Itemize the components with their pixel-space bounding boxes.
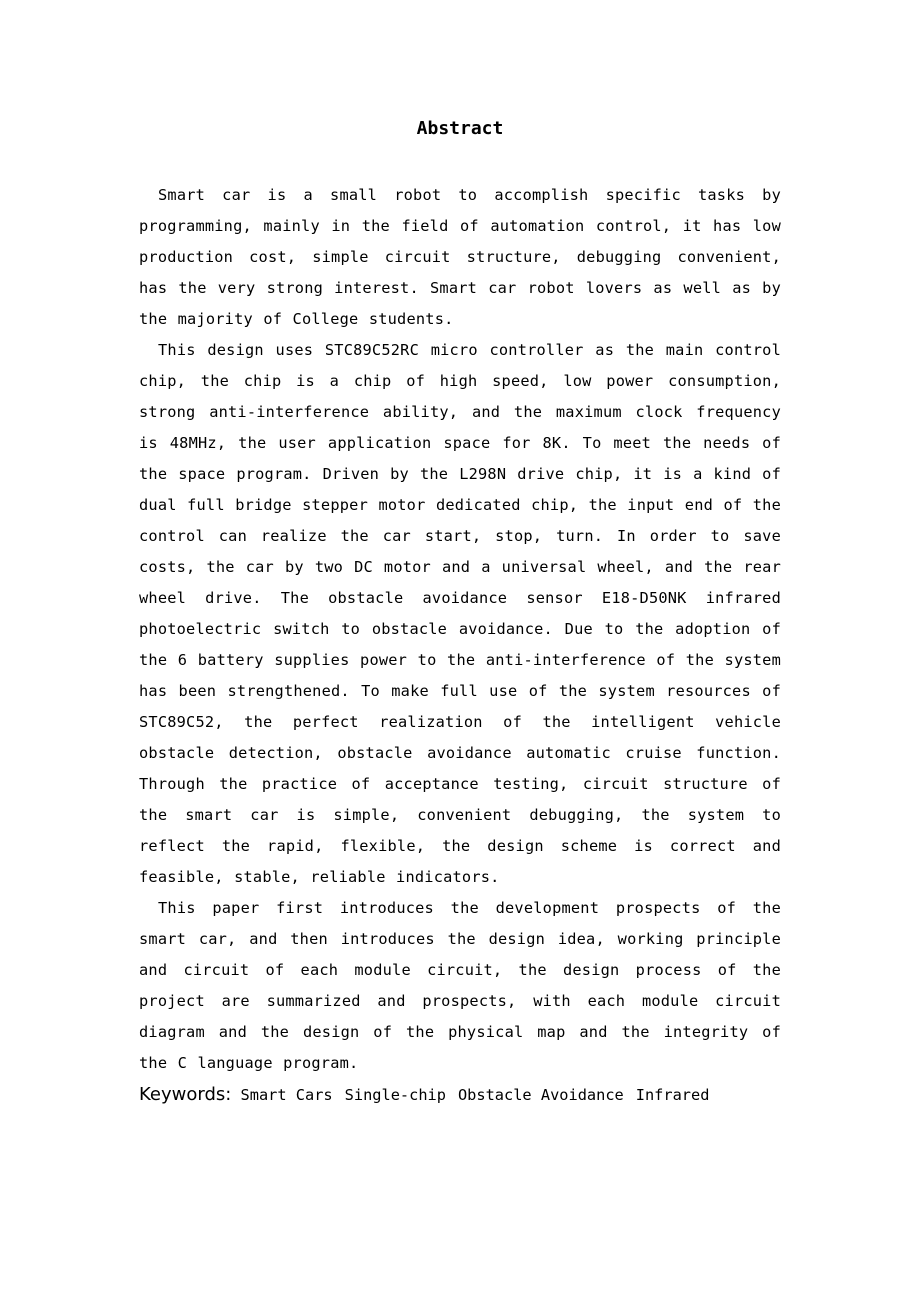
keyword-1: Smart Cars xyxy=(240,1086,333,1104)
abstract-paragraph-1: Smart car is a small robot to accomplish specific tasks by programming, mainly in the field of automation control, it has low production cost, simple circuit structure, debugging convenient, has the very strong interest. Smart car robot lovers as well as by the majority of College students. xyxy=(139,186,781,328)
keyword-4: Infrared xyxy=(635,1086,710,1104)
abstract-paragraph-3: This paper first introduces the development prospects of the smart car, and then introduces the design idea, working principle and circuit of each module circuit, the design process of the project are summarized and prospects, with each module circuit diagram and the design of the physical map and the integrity of the C language program. xyxy=(139,899,781,1072)
keyword-3: Obstacle Avoidance xyxy=(457,1086,624,1104)
keywords-label: Keywords: xyxy=(139,1084,232,1105)
abstract-title: Abstract xyxy=(416,118,504,139)
abstract-paragraph-2: This design uses STC89C52RC micro controller as the main control chip, the chip is a chip of high speed, low power consumption, strong anti-interference ability, and the maximum clock frequency is 48MHz, the user application space for 8K. To meet the needs of the space program. Driven by the L298N drive chip, it is a kind of dual full bridge stepper motor dedicated chip, the input end of the control can realize the car start, stop, turn. In order to save costs, the car by two DC motor and a universal wheel, and the rear wheel drive. The obstacle avoidance sensor E18-D50NK infrared photoelectric switch to obstacle avoidance. Due to the adoption of the 6 battery supplies power to the anti-interference of the system has been strengthened. To make full use of the system resources of STC89C52, the perfect realization of the intelligent vehicle obstacle detection, obstacle avoidance automatic cruise function. Through the practice of acceptance testing, circuit structure of the smart car is simple, convenient debugging, the system to reflect the rapid, flexible, the design scheme is correct and feasible, stable, reliable indicators. xyxy=(139,341,781,886)
abstract-body xyxy=(139,180,781,1111)
keyword-2: Single-chip xyxy=(344,1086,446,1104)
keywords-line xyxy=(139,1079,781,1111)
